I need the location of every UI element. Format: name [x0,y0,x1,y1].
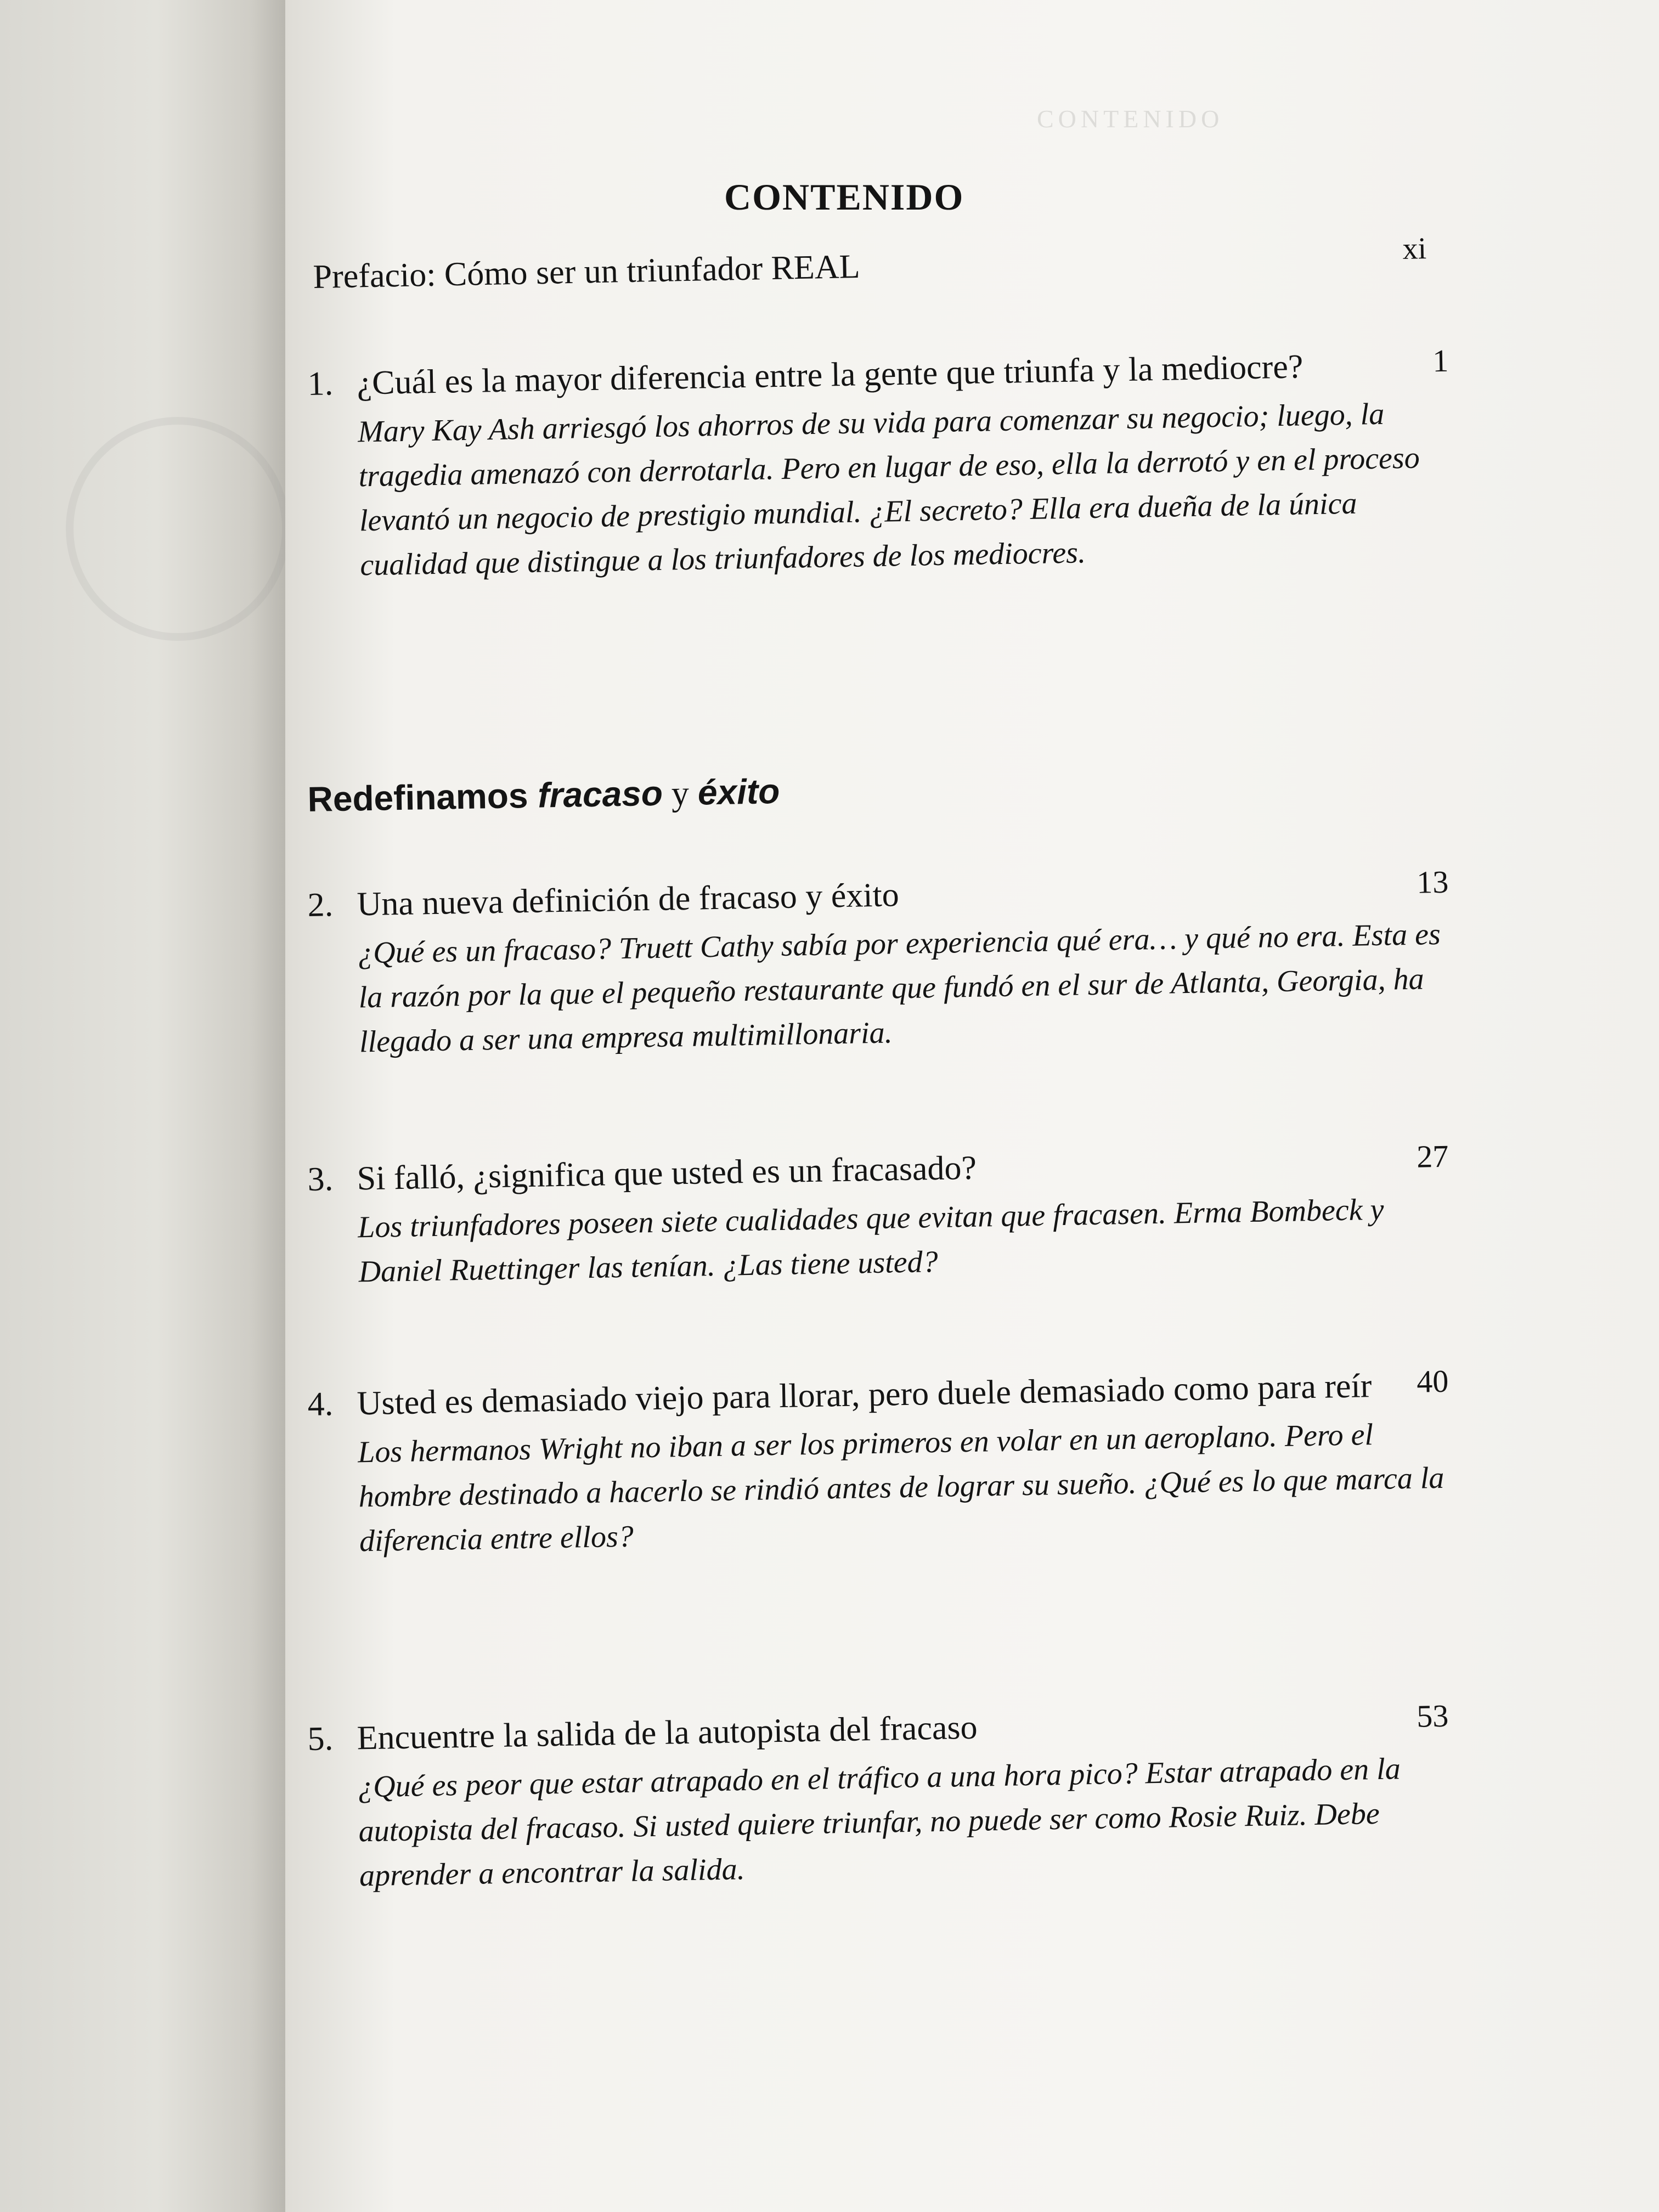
facing-page-seal [66,417,290,641]
section-prefix: Redefinamos [307,775,538,819]
entry-description: ¿Qué es un fracaso? Truett Cathy sabía por experiencia qué era… y qué no era. Esta es la razón por la que el pequeño restaurante que fundó en el sur de Atlanta, Georgia, ha llegado a ser una empresa multimillonaria. [357,917,1441,1059]
entry-page-number: 53 [1416,1697,1449,1734]
preface-title: Prefacio: Cómo ser un triunfador REAL [313,247,861,296]
page-title: CONTENIDO [724,176,964,218]
entry-description: ¿Qué es peor que estar atrapado en el tráfico a una hora pico? Estar atrapado en la autopista del fracaso. Si usted quiere triunfar, no puede ser como Rosie Ruiz. Debe aprender a encontrar la salida. [357,1751,1401,1893]
entry-description: Los hermanos Wright no iban a ser los primeros en volar en un aeroplano. Pero el hombre destinado a hacerlo se rindió antes de lograr su sueño. ¿Qué es lo que marca la diferencia entre ellos? [357,1417,1444,1559]
entry-page-number: 27 [1416,1138,1449,1175]
entry-page-number: 1 [1432,342,1449,379]
entry-description: Los triunfadores poseen siete cualidades que evitan que fracasen. Erma Bombeck y Daniel Ruettinger las tenían. ¿Las tiene usted? [357,1192,1384,1289]
entry-description: Mary Kay Ash arriesgó los ahorros de su vida para comenzar su negocio; luego, la tragedia amenazó con derrotarla. Pero en lugar de eso, ella la derrotó y en el proceso levantó un negocio de prestigio mundial. ¿El secreto? Ella era dueña de la única cualidad que distingue a los triunfadores de los mediocres. [357,397,1420,583]
entry-number: 2. [307,886,334,924]
facing-page-edge [0,0,285,2212]
entry-title: Usted es demasiado viejo para llorar, pero duele demasiado como para reír [357,1367,1372,1423]
toc-entry-5 [307,1697,1451,1899]
section-term-fracaso: fracaso [537,773,663,815]
toc-entry-4 [307,1363,1451,1565]
entry-number: 5. [307,1720,334,1758]
toc-entry-3 [307,1138,1451,1295]
entry-title: ¿Cuál es la mayor diferencia entre la gente que triunfa y la mediocre? [357,348,1304,402]
entry-number: 1. [307,365,334,403]
entry-title: Si falló, ¿significa que usted es un fracasado? [357,1149,977,1198]
entry-title: Encuentre la salida de la autopista del fracaso [357,1708,978,1757]
entry-page-number: 13 [1416,864,1449,900]
section-term-exito: éxito [697,771,780,812]
toc-entry-1 [307,342,1452,589]
entry-title: Una nueva definición de fracaso y éxito [357,876,900,923]
facing-page-show-through [0,0,274,1207]
section-joiner: y [662,773,698,813]
running-header-show-through: CONTENIDO [1037,105,1224,133]
preface-page-number: xi [1402,232,1427,266]
section-heading [307,771,780,820]
entry-page-number: 40 [1416,1363,1449,1400]
entry-number: 3. [307,1160,334,1198]
toc-entry-2 [307,864,1451,1065]
entry-number: 4. [307,1385,334,1423]
